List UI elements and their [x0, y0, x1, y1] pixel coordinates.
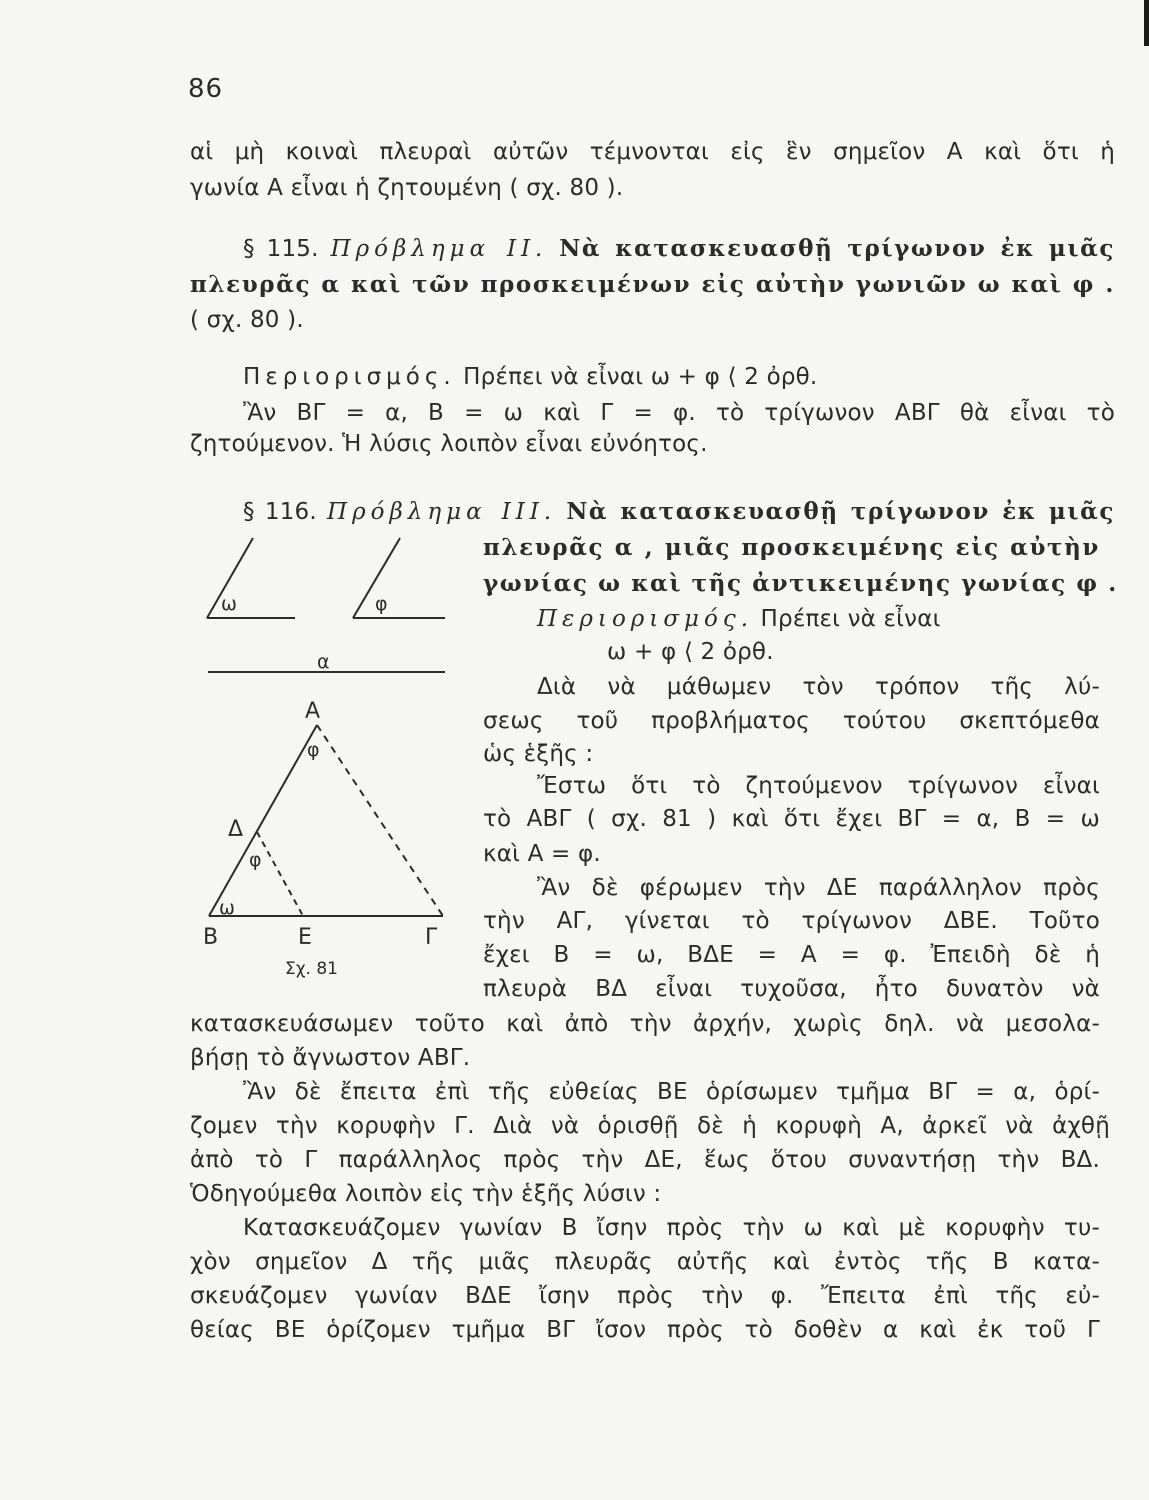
label-a: α	[317, 651, 330, 673]
figure-caption: Σχ. 81	[285, 959, 339, 979]
figure-reference: ( σχ. 80 ).	[190, 307, 304, 333]
label-phi: φ	[375, 593, 388, 615]
label-omega: ω	[221, 593, 237, 615]
text-line: καὶ Α = φ.	[483, 841, 601, 867]
text-line: ζομεν τὴν κορυφὴν Γ. Διὰ νὰ ὁρισθῇ δὲ ἡ κορυφὴ Α, ἀρκεῖ νὰ ἀχθῇ	[190, 1113, 1110, 1139]
text-line: βήσῃ τὸ ἄγνωστον ΑΒΓ.	[190, 1045, 471, 1071]
text-line: πλευρὰ ΒΔ εἶναι τυχοῦσα, ἦτο δυνατὸν νὰ	[483, 976, 1100, 1002]
text-line: ὡς ἑξῆς :	[483, 741, 594, 767]
restriction-label: Περιορισμός.	[243, 364, 456, 390]
text-line: αἱ μὴ κοιναὶ πλευραὶ αὐτῶν τέμνονται εἰς ἓν σημεῖον Α καὶ ὅτι ἡ	[190, 139, 1115, 165]
restriction-label: Περιορισμός.	[537, 606, 754, 632]
problem-statement: γωνίας ω καὶ τῆς ἀντικειμένης γωνίας φ .	[483, 570, 1118, 597]
vertex-G: Γ	[425, 925, 438, 950]
vertex-D: Δ	[228, 817, 244, 842]
segment-DE-dashed	[257, 832, 303, 916]
restriction-text: Πρέπει νὰ εἶναι	[753, 606, 941, 632]
side-BA	[209, 725, 317, 916]
page-number: 86	[188, 74, 224, 104]
section-115-heading	[243, 232, 1115, 266]
restriction-line	[243, 361, 817, 394]
text-line: τὸ ΑΒΓ ( σχ. 81 ) καὶ ὅτι ἔχει ΒΓ = α, Β = ω	[483, 806, 1100, 832]
figure-81	[195, 530, 465, 990]
label-omega-B: ω	[219, 897, 235, 919]
problem-title: Πρόβλημα ΙΙ.	[330, 236, 548, 262]
problem-statement: πλευρᾶς α , μιᾶς προσκειμένης εἰς αὐτὴν	[483, 534, 1100, 561]
text-line: κατασκευάσωμεν τοῦτο καὶ ἀπὸ τὴν ἀρχήν, χωρὶς δηλ. νὰ μεσολα-	[190, 1011, 1100, 1037]
text-line: ἔχει Β = ω, ΒΔΕ = Α = φ. Ἐπειδὴ δὲ ἡ	[483, 942, 1100, 968]
section-116-heading	[243, 495, 1115, 529]
text-line: Ὁδηγούμεθα λοιπὸν εἰς τὴν ἑξῆς λύσιν :	[190, 1181, 662, 1207]
problem-title: Πρόβλημα ΙΙΙ.	[327, 499, 557, 525]
text-line: γωνία Α εἶναι ἡ ζητουμένη ( σχ. 80 ).	[190, 175, 624, 201]
text-line: θείας ΒΕ ὁρίζομεν τμῆμα ΒΓ ἴσον πρὸς τὸ δοθὲν α καὶ ἐκ τοῦ Γ	[190, 1317, 1100, 1343]
text-line: χὸν σημεῖον Δ τῆς μιᾶς πλευρᾶς αὐτῆς καὶ ἐντὸς τῆς Β κατα-	[190, 1249, 1100, 1275]
vertex-A: Α	[305, 699, 321, 724]
section-number: § 116.	[243, 499, 317, 525]
text-line: Ἔστω ὅτι τὸ ζητούμενον τρίγωνον εἶναι	[537, 773, 1100, 799]
label-phi-D: φ	[249, 849, 262, 871]
page-edge-mark	[1144, 0, 1149, 46]
text-line: ἀπὸ τὸ Γ παράλληλος πρὸς τὴν ΔΕ, ἕως ὅτου συναντήσῃ τὴν ΒΔ.	[190, 1147, 1100, 1173]
text-line: Κατασκευάζομεν γωνίαν Β ἴσην πρὸς τὴν ω καὶ μὲ κορυφὴν τυ-	[243, 1215, 1100, 1241]
text-line: σκευάζομεν γωνίαν ΒΔΕ ἴσην πρὸς τὴν φ. Ἔπειτα ἐπὶ τῆς εὐ-	[190, 1283, 1100, 1309]
restriction-line	[537, 603, 941, 636]
text-line: Ἂν ΒΓ = α, Β = ω καὶ Γ = φ. τὸ τρίγωνον ΑΒΓ θὰ εἶναι τὸ	[243, 400, 1115, 426]
text-line: Ἂν δὲ ἔπειτα ἐπὶ τῆς εὐθείας ΒΕ ὁρίσωμεν τμῆμα ΒΓ = α, ὁρί-	[243, 1079, 1100, 1105]
side-AG-dashed	[317, 725, 443, 916]
vertex-E: Ε	[298, 925, 312, 950]
problem-statement: Νὰ κατασκευασθῇ τρίγωνον ἐκ μιᾶς	[559, 235, 1116, 262]
text-line: τὴν ΑΓ, γίνεται τὸ τρίγωνον ΔΒΕ. Τοῦτο	[483, 908, 1100, 934]
text-line: Ἂν δὲ φέρωμεν τὴν ΔΕ παράλληλον πρὸς	[537, 875, 1100, 901]
text-line: Διὰ νὰ μάθωμεν τὸν τρόπον τῆς λύ-	[537, 674, 1100, 700]
problem-statement: πλευρᾶς α καὶ τῶν προσκειμένων εἰς αὐτὴν γωνιῶν ω καὶ φ .	[190, 271, 1115, 298]
text-line: σεως τοῦ προβλήματος τούτου σκεπτόμεθα	[483, 708, 1100, 734]
section-number: § 115.	[243, 236, 319, 262]
vertex-B: Β	[203, 925, 219, 950]
figure-81-drawing	[195, 530, 465, 990]
text-line: ζητούμενον. Ἡ λύσις λοιπὸν εἶναι εὐνόητος.	[190, 431, 708, 457]
restriction-condition: ω + φ ⟨ 2 ὀρθ.	[607, 639, 774, 665]
label-phi-A: φ	[307, 739, 320, 761]
problem-statement: Νὰ κατασκευασθῇ τρίγωνον ἐκ μιᾶς	[566, 498, 1115, 525]
restriction-text: Πρέπει νὰ εἶναι ω + φ ⟨ 2 ὀρθ.	[455, 364, 818, 390]
